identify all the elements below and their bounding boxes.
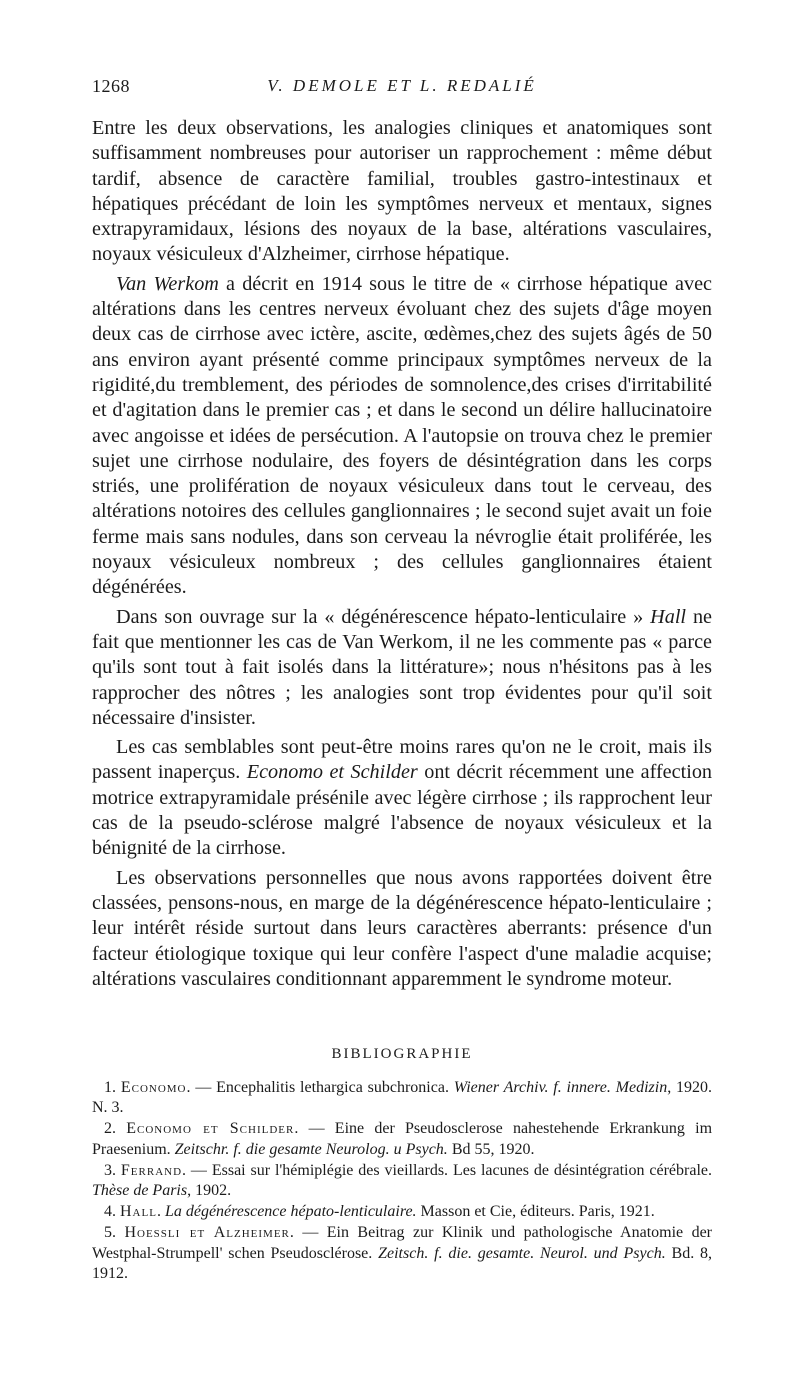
entry-tail: Bd. 8, 1912. bbox=[92, 1244, 713, 1282]
entry-text: . — Encephalitis lethargica subchronica. bbox=[186, 1079, 454, 1096]
bibliography-list bbox=[92, 1078, 712, 1285]
page-number: 1268 bbox=[92, 76, 130, 96]
entry-source: Zeitsch. f. die. gesamte. Neurol. und Psych. bbox=[378, 1244, 666, 1262]
entry-number: 1. bbox=[104, 1079, 121, 1096]
entry-number: 3. bbox=[104, 1161, 121, 1179]
bibliography-entry bbox=[92, 1078, 712, 1118]
paragraph-2 bbox=[92, 272, 712, 601]
entry-author: Economo et Schilder bbox=[126, 1120, 295, 1138]
entry-tail: Bd 55, 1920. bbox=[447, 1140, 535, 1158]
bibliography-entry bbox=[92, 1119, 712, 1159]
bibliography-entry bbox=[92, 1202, 712, 1222]
paragraph-3 bbox=[92, 605, 712, 731]
running-title: V. DEMOLE ET L. REDALIÉ bbox=[267, 76, 537, 95]
entry-text: . — Eine der Pseudosclerose nahestehende Erkrankung im Praesenium. bbox=[92, 1120, 713, 1158]
paragraph-3-start: Dans son ouvrage sur la « dégénérescence hépato-lenticulaire » bbox=[116, 605, 651, 628]
entry-number: 2. bbox=[104, 1120, 127, 1138]
entry-number: 4. bbox=[104, 1203, 120, 1221]
entry-author: Economo bbox=[120, 1079, 187, 1096]
entry-source: Thèse de Paris bbox=[92, 1182, 188, 1200]
entry-source: Wiener Archiv. f. innere. Medizin bbox=[453, 1079, 668, 1096]
paragraph-4-start: Les cas semblables sont peut-être moins rares qu'on ne le croit, mais ils passent inaperçus. bbox=[92, 736, 712, 784]
paragraph-5: Les observations personnelles que nous avons rapportées doivent être classées, pensons-nous, en marge de la dégénérescence hépato-lenticulaire ; leur intérêt réside surtout dans leurs caractères aberrants: présence d'un facteur étiologique toxique qui leur confère l'aspect d'une maladie acquise; altérations vasculaires conditionnant apparemment le syndrome moteur. bbox=[92, 866, 712, 990]
bibliography-entry bbox=[92, 1161, 712, 1201]
bibliography-entry bbox=[92, 1223, 712, 1284]
entry-number: 5. bbox=[104, 1224, 125, 1242]
bibliography-heading: BIBLIOGRAPHIE bbox=[331, 1046, 473, 1062]
paragraph-2-text: a décrit en 1914 sous le titre de « cirrhose hépatique avec altérations dans les centres nerveux évoluant chez des sujets d'âge moyen deux cas de cirrhose avec ictère, ascite, œdèmes,chez des sujets âgés de 50 ans environ ayant présenté comme principaux symptômes nerveux de la rigidité,du tremblement, des périodes de somnolence,des crises d'irritabilité et d'agitation dans le premier cas ; et dans le second un délire hallucinatoire avec angoisse et idées de persécution. A l'autopsie on trouva chez le premier sujet une cirrhose nodulaire, des foyers de désintégration dans les corps striés, une prolifération de noyaux vésiculeux dans tout le cerveau, des altérations notoires des cellules ganglionnaires ; le second sujet avait un foie ferme mais sans nodules, dans son cerveau la névroglie était proliférée, les noyaux vésiculeux nombreux ; des cellules ganglionnaires étaient dégénérées. bbox=[92, 272, 712, 599]
body-text bbox=[92, 116, 712, 996]
entry-text: . — Essai sur l'hémiplégie des vieillards. Les lacunes de désintégration cérébrale. bbox=[182, 1161, 712, 1179]
entry-text: . — Ein Beitrag zur Klinik und pathologische Anatomie der Westphal-Strumpell' schen Pseudosclérose. bbox=[92, 1224, 713, 1262]
entry-text: . bbox=[156, 1203, 165, 1221]
author-name-van-werkom: Van Werkom bbox=[116, 272, 219, 295]
entry-author: Ferrand bbox=[120, 1161, 183, 1179]
entry-author: Hall bbox=[120, 1203, 157, 1221]
entry-source: Zeitschr. f. die gesamte Neurolog. u Psych. bbox=[174, 1140, 448, 1158]
running-head bbox=[92, 74, 712, 98]
paragraph-1: Entre les deux observations, les analogies cliniques et anatomiques sont suffisamment nombreuses pour autoriser un rapprochement : même début tardif, absence de caractère familial, troubles gastro-intestinaux et hépatiques précédant de loin les symptômes nerveux et mentaux, signes extrapyramidaux, lésions des noyaux de la base, altérations vasculaires, noyaux vésiculeux d'Alzheimer, cirrhose hépatique. bbox=[92, 117, 712, 266]
entry-author: Hoessli et Alzheimer bbox=[124, 1224, 290, 1242]
entry-tail: , 1902. bbox=[187, 1182, 232, 1200]
paragraph-4 bbox=[92, 735, 712, 861]
entry-tail: , 1920. N. 3. bbox=[92, 1079, 713, 1117]
paragraph-4-text: ont décrit récemment une affection motrice extrapyramidale présénile avec légère cirrhose ; ils rapprochent leur cas de la pseudo-sclérose malgré l'absence de noyaux vésiculeux et la bénignité de la cirrhose. bbox=[92, 761, 713, 860]
entry-source: La dégénérescence hépato-lenticulaire. bbox=[164, 1203, 417, 1221]
paragraph-3-text: ne fait que mentionner les cas de Van Werkom, il ne les commente pas « parce qu'ils sont tout à fait isolés dans la littérature»; nous n'hésitons pas à les rapprocher des nôtres ; les analogies sont trop évidentes pour qu'il soit nécessaire d'insister. bbox=[92, 605, 712, 729]
entry-tail: Masson et Cie, éditeurs. Paris, 1921. bbox=[416, 1203, 655, 1221]
author-name-hall: Hall bbox=[650, 605, 687, 628]
author-name-economo-schilder: Economo et Schilder bbox=[246, 761, 418, 784]
